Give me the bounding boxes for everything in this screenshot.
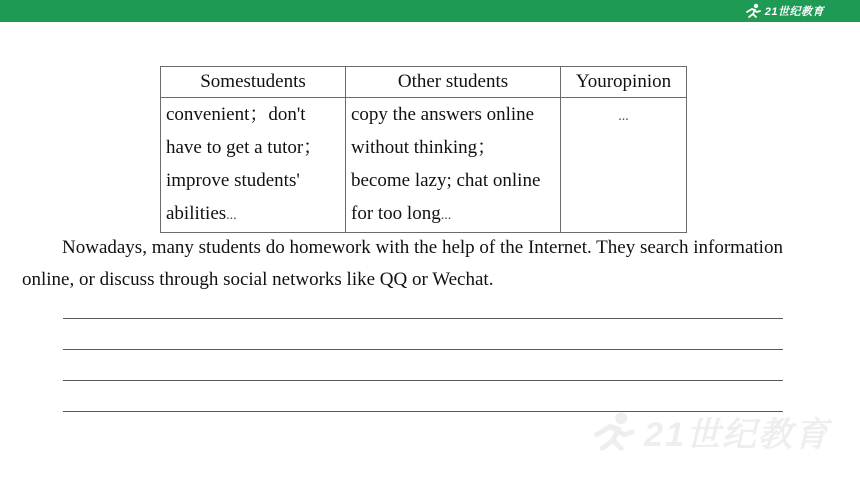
brand-logo bbox=[744, 2, 824, 20]
cell-other-students bbox=[346, 98, 561, 233]
running-figure-watermark-icon bbox=[588, 410, 638, 454]
top-header-bar bbox=[0, 0, 860, 22]
running-figure-icon bbox=[744, 3, 762, 19]
table-row bbox=[161, 98, 687, 233]
passage-paragraph: Nowadays, many students do homework with the help of the Internet. They search information online, or discuss through social networks like QQ or Wechat. bbox=[22, 237, 783, 290]
opinion-ellipsis: ... bbox=[618, 109, 629, 124]
cell-line: improve students' bbox=[166, 170, 300, 191]
cell-line: become lazy; chat online bbox=[351, 170, 541, 191]
ellipsis: ... bbox=[226, 208, 237, 223]
header-other-students: Other students bbox=[346, 67, 561, 98]
brand-label: 21世纪教育 bbox=[764, 6, 824, 18]
cell-line-text: for too long bbox=[351, 203, 441, 224]
cell-line bbox=[166, 197, 340, 232]
watermark-logo bbox=[588, 407, 830, 456]
table-header-row bbox=[161, 67, 687, 98]
opinions-table bbox=[160, 66, 687, 233]
cell-line-text: abilities bbox=[166, 203, 227, 224]
cell-your-opinion bbox=[561, 98, 687, 233]
writing-line bbox=[63, 349, 783, 350]
cell-line: convenient；don't bbox=[166, 104, 306, 125]
cell-line: copy the answers online bbox=[351, 104, 535, 125]
writing-line bbox=[63, 380, 783, 381]
writing-line bbox=[63, 318, 783, 319]
cell-line: have to get a tutor； bbox=[166, 137, 323, 158]
header-some-students: Somestudents bbox=[161, 67, 346, 98]
header-your-opinion: Youropinion bbox=[561, 67, 687, 98]
watermark-label: 21世纪教育 bbox=[644, 416, 830, 454]
cell-line bbox=[351, 197, 555, 232]
cell-line: without thinking； bbox=[351, 137, 497, 158]
cell-some-students bbox=[161, 98, 346, 233]
ellipsis: ... bbox=[440, 208, 452, 223]
